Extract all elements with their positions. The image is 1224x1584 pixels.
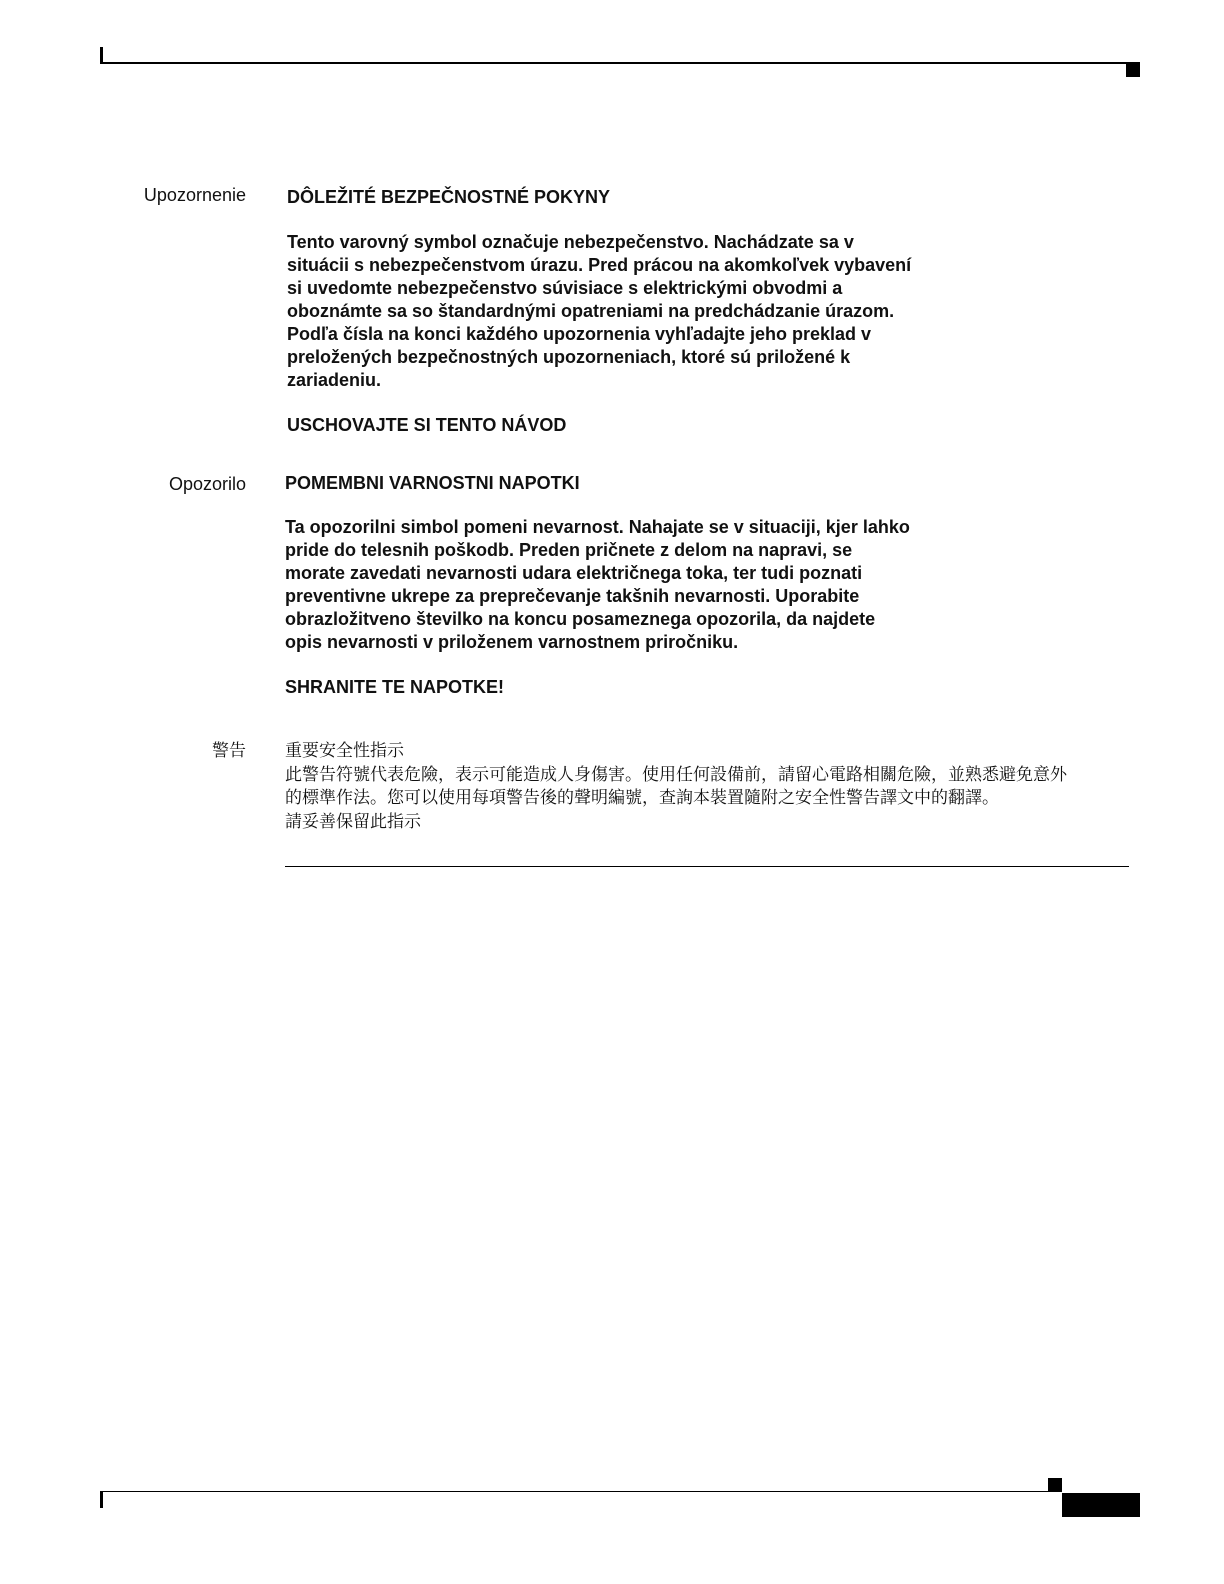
body-line: si uvedomte nebezpečenstvo súvisiace s elektrickými obvodmi a: [287, 278, 843, 298]
body-line: Ta opozorilni simbol pomeni nevarnost. Nahajate se v situaciji, kjer lahko: [285, 517, 910, 537]
body-line: preložených bezpečnostných upozorneniach, ktoré sú priložené k: [287, 347, 851, 367]
footer-tick-mark: [100, 1491, 103, 1508]
footer-page-tab: [1062, 1493, 1140, 1517]
body-line: zariadeniu.: [287, 370, 382, 390]
body-line: 的標準作法。您可以使用每項警告後的聲明編號，查詢本裝置隨附之安全性警告譯文中的翻譯。: [285, 788, 999, 808]
section-closing-slovak: USCHOVAJTE SI TENTO NÁVOD: [287, 415, 567, 435]
section-body-slovak: [287, 231, 947, 392]
header-rule: [100, 62, 1140, 64]
body-line: morate zavedati nevarnosti udara električnega toka, ter tudi poznati: [285, 563, 863, 583]
section-heading-slovak: DÔLEŽITÉ BEZPEČNOSTNÉ POKYNY: [287, 187, 611, 207]
section-label-slovenian: Opozorilo: [168, 474, 246, 494]
body-line: preventivne ukrepe za preprečevanje takšnih nevarnosti. Uporabite: [285, 586, 860, 606]
body-line: pride do telesnih poškodb. Preden pričnete z delom na napravi, se: [285, 540, 853, 560]
footer-rule: [100, 1491, 1062, 1492]
body-line: opis nevarnosti v priloženem varnostnem priročniku.: [285, 632, 739, 652]
section-heading-chinese: 重要安全性指示: [285, 741, 404, 761]
body-line: oboznámte sa so štandardnými opatreniami na predchádzanie úrazom.: [287, 301, 895, 321]
body-line: obrazložitveno številko na koncu posameznega opozorila, da najdete: [285, 609, 876, 629]
footer-corner-mark: [1048, 1478, 1062, 1492]
body-line: Podľa čísla na konci každého upozornenia vyhľadajte jeho preklad v: [287, 324, 872, 344]
body-line: situácii s nebezpečenstvom úrazu. Pred prácou na akomkoľvek vybavení: [287, 255, 912, 275]
header-tick-mark: [100, 47, 103, 64]
section-body-chinese: [285, 740, 1130, 834]
body-line: Tento varovný symbol označuje nebezpečenstvo. Nachádzate sa v: [287, 232, 854, 252]
header-corner-mark: [1126, 63, 1140, 77]
section-end-rule: [285, 866, 1129, 867]
body-line: 此警告符號代表危險，表示可能造成人身傷害。使用任何設備前，請留心電路相關危險，並熟悉避免意外: [285, 764, 1067, 785]
section-closing-slovenian: SHRANITE TE NAPOTKE!: [285, 677, 505, 697]
section-body-slovenian: [285, 516, 945, 654]
section-heading-slovenian: POMEMBNI VARNOSTNI NAPOTKI: [285, 473, 580, 493]
section-label-chinese: 警告: [212, 741, 246, 761]
section-label-slovak: Upozornenie: [143, 185, 246, 205]
section-closing-chinese: 請妥善保留此指示: [285, 811, 421, 832]
